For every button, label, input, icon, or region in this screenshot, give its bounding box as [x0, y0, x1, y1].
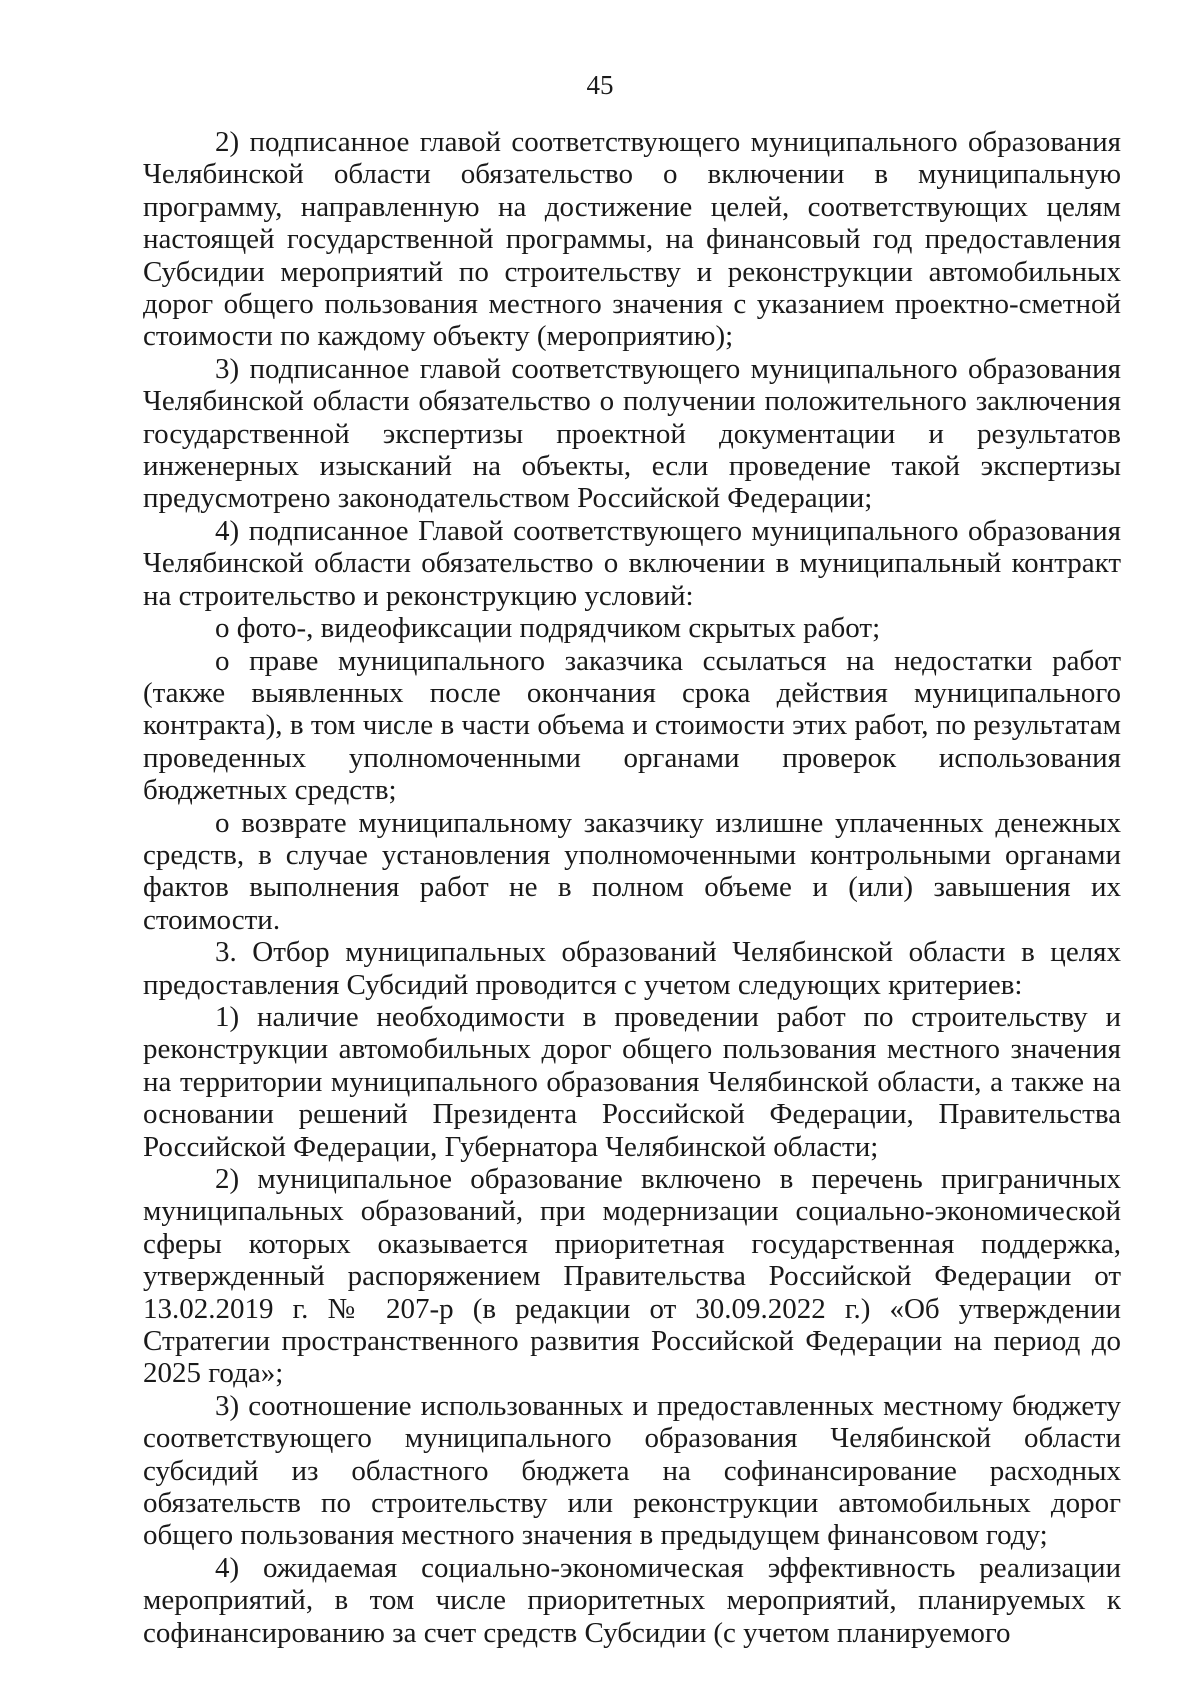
page-number: 45	[586, 70, 614, 100]
paragraph-criterion-3: 3) соотношение использованных и предоставленных местному бюджету соответствующего муниципального образования Челябинской области субсидий из областного бюджета на софинансирование расходных обязательств по строительству или реконструкции автомобильных дорог общего пользования местного значения в предыдущем финансовом году;	[143, 1389, 1121, 1552]
paragraph-item-4-signed-commitment-contract: 4) подписанное Главой соответствующего муниципального образования Челябинской области обязательство о включении в муниципальный контракт на строительство и реконструкцию условий:	[143, 514, 1121, 612]
paragraph-criterion-2: 2) муниципальное образование включено в перечень приграничных муниципальных образований, при модернизации социально-экономической сферы которых оказывается приоритетная государственная поддержка, утвержденный распоряжением Правительства Российской Федерации от 13.02.2019 г. № 207-р (в редакции от 30.09.2022 г.) «Об утверждении Стратегии пространственного развития Российской Федерации на период до 2025 года»;	[143, 1163, 1121, 1390]
paragraph-section-3-selection: 3. Отбор муниципальных образований Челябинской области в целях предоставления Субсидий проводится с учетом следующих критериев:	[143, 936, 1121, 1001]
paragraph-criterion-4: 4) ожидаемая социально-экономическая эффективность реализации мероприятий, в том числе приоритетных мероприятий, планируемых к софинансированию за счет средств Субсидии (с учетом планируемого	[143, 1551, 1121, 1649]
paragraph-condition-photo-video: о фото-, видеофиксации подрядчиком скрытых работ;	[215, 612, 881, 645]
paragraph-condition-defects: о праве муниципального заказчика ссылаться на недостатки работ (также выявленных после окончания срока действия муниципального контракта), в том числе в части объема и стоимости этих работ, по результатам проведенных уполномоченными органами проверок использования бюджетных средств;	[143, 644, 1121, 807]
paragraph-condition-refund: о возврате муниципальному заказчику излишне уплаченных денежных средств, в случае установления уполномоченными контрольными органами фактов выполнения работ не в полном объеме и (или) завышения их стоимости.	[143, 806, 1121, 936]
paragraph-item-3-signed-commitment-expertise: 3) подписанное главой соответствующего муниципального образования Челябинской области обязательство о получении положительного заключения государственной экспертизы проектной документации и результатов инженерных изысканий на объекты, если проведение такой экспертизы предусмотрено законодательством Российской Федерации;	[143, 352, 1121, 515]
document-body	[143, 126, 1121, 1649]
paragraph-criterion-1: 1) наличие необходимости в проведении работ по строительству и реконструкции автомобильных дорог общего пользования местного значения на территории муниципального образования Челябинской области, а также на основании решений Президента Российской Федерации, Правительства Российской Федерации, Губернатора Челябинской области;	[143, 1000, 1121, 1163]
paragraph-item-2-signed-commitment-program: 2) подписанное главой соответствующего муниципального образования Челябинской области обязательство о включении в муниципальную программу, направленную на достижение целей, соответствующих целям настоящей государственной программы, на финансовый год предоставления Субсидии мероприятий по строительству и реконструкции автомобильных дорог общего пользования местного значения с указанием проектно-сметной стоимости по каждому объекту (мероприятию);	[143, 126, 1121, 353]
